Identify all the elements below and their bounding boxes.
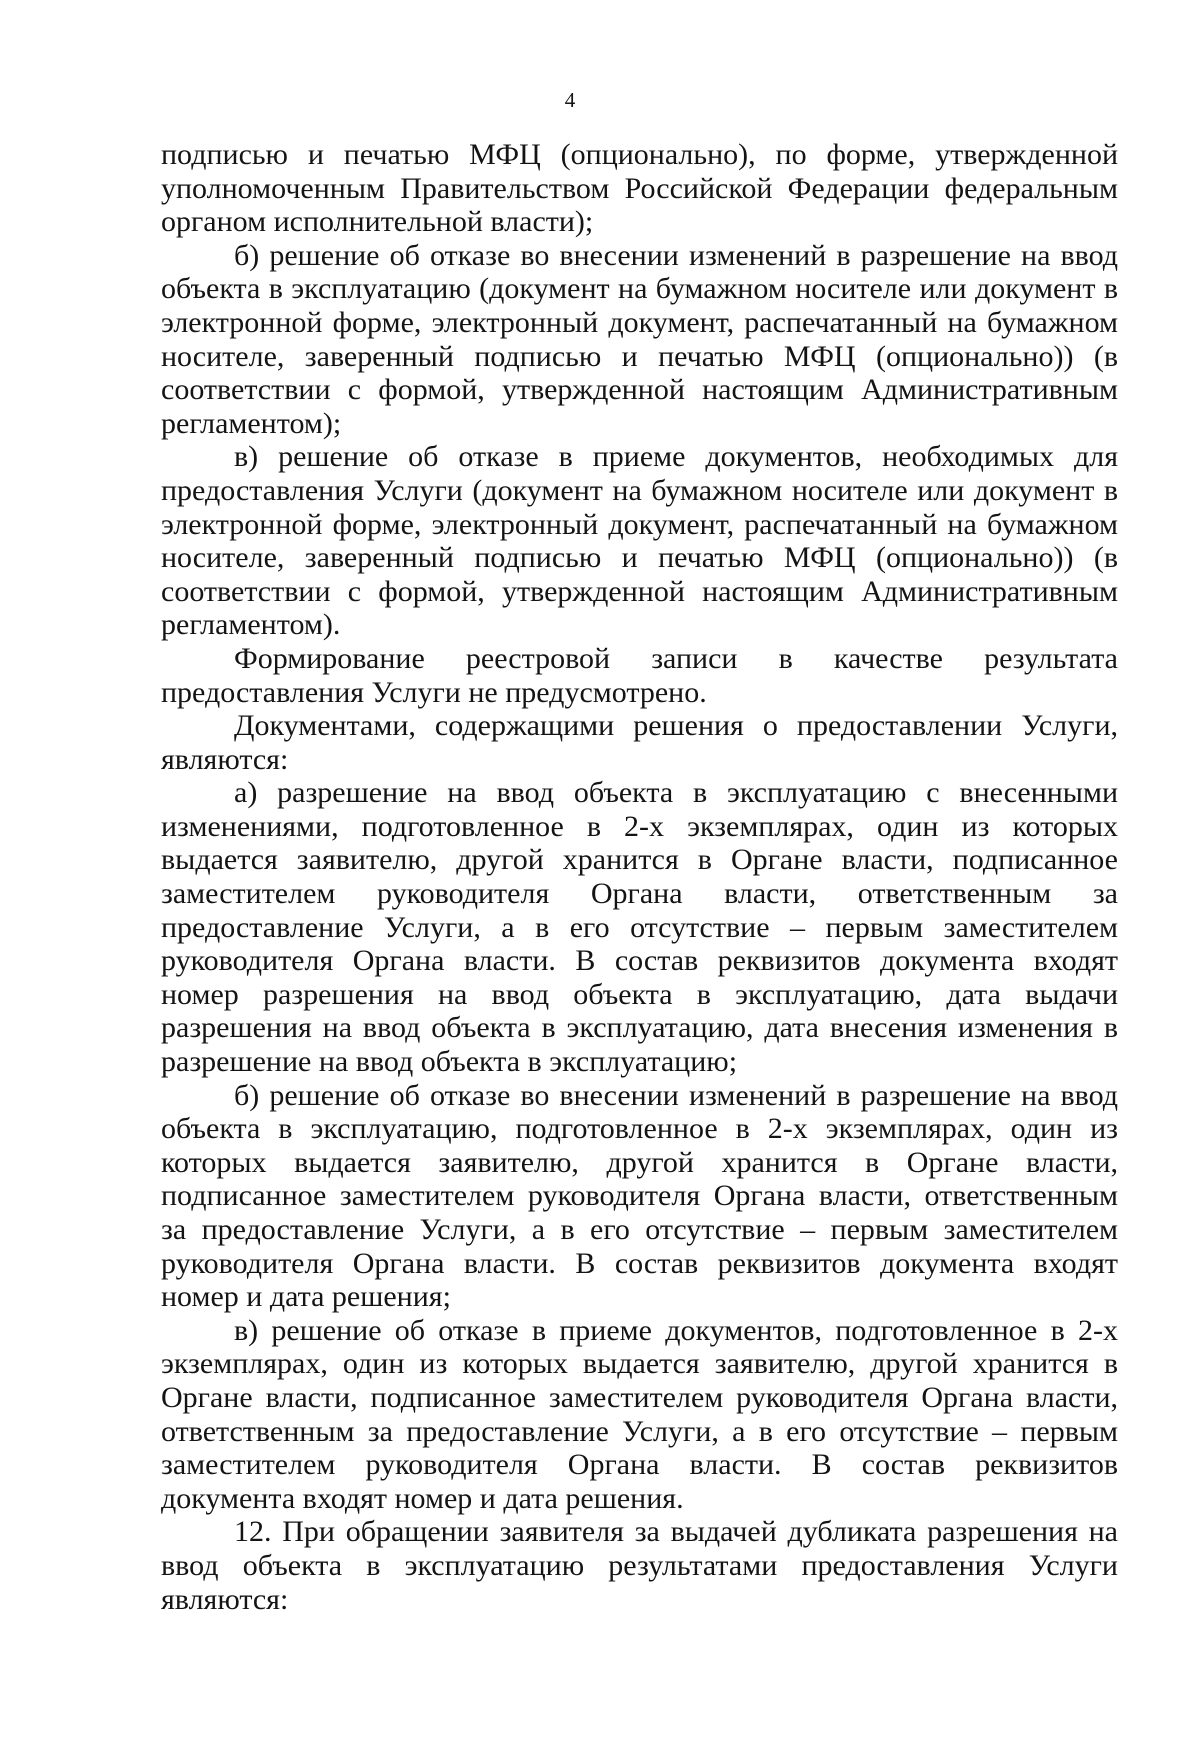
paragraph: в) решение об отказе в приеме документов, подготовленное в 2-х экземплярах, один из которых выдается заявителю, другой хранится в Органе власти, подписанное заместителем руководителя Органа власти, ответственным за предоставление Услуги, а в его отсутствие – первым заместителем руководителя Органа власти. В состав реквизитов документа входят номер и дата решения. bbox=[161, 1313, 1118, 1515]
page-number: 4 bbox=[564, 88, 576, 112]
paragraph: Документами, содержащими решения о предоставлении Услуги, являются: bbox=[161, 709, 1118, 776]
paragraph: подписью и печатью МФЦ (опционально), по форме, утвержденной уполномоченным Правительством Российской Федерации федеральным органом исполнительной власти); bbox=[161, 138, 1118, 239]
document-body bbox=[161, 138, 1118, 1616]
paragraph: а) разрешение на ввод объекта в эксплуатацию с внесенными изменениями, подготовленное в 2-х экземплярах, один из которых выдается заявителю, другой хранится в Органе власти, подписанное заместителем руководителя Органа власти, ответственным за предоставление Услуги, а в его отсутствие – первым заместителем руководителя Органа власти. В состав реквизитов документа входят номер разрешения на ввод объекта в эксплуатацию, дата выдачи разрешения на ввод объекта в эксплуатацию, дата внесения изменения в разрешение на ввод объекта в эксплуатацию; bbox=[161, 776, 1118, 1079]
paragraph: б) решение об отказе во внесении изменений в разрешение на ввод объекта в эксплуатацию, подготовленное в 2-х экземплярах, один из которых выдается заявителю, другой хранится в Органе власти, подписанное заместителем руководителя Органа власти, ответственным за предоставление Услуги, а в его отсутствие – первым заместителем руководителя Органа власти. В состав реквизитов документа входят номер и дата решения; bbox=[161, 1078, 1118, 1314]
paragraph: б) решение об отказе во внесении изменений в разрешение на ввод объекта в эксплуатацию (документ на бумажном носителе или документ в электронной форме, электронный документ, распечатанный на бумажном носителе, заверенный подписью и печатью МФЦ (опционально)) (в соответствии с формой, утвержденной настоящим Административным регламентом); bbox=[161, 238, 1118, 440]
paragraph: в) решение об отказе в приеме документов, необходимых для предоставления Услуги (документ на бумажном носителе или документ в электронной форме, электронный документ, распечатанный на бумажном носителе, заверенный подписью и печатью МФЦ (опционально)) (в соответствии с формой, утвержденной настоящим Административным регламентом). bbox=[161, 440, 1118, 642]
paragraph: Формирование реестровой записи в качестве результата предоставления Услуги не предусмотрено. bbox=[161, 641, 1118, 709]
paragraph: 12. При обращении заявителя за выдачей дубликата разрешения на ввод объекта в эксплуатацию результатами предоставления Услуги являются: bbox=[161, 1515, 1118, 1616]
